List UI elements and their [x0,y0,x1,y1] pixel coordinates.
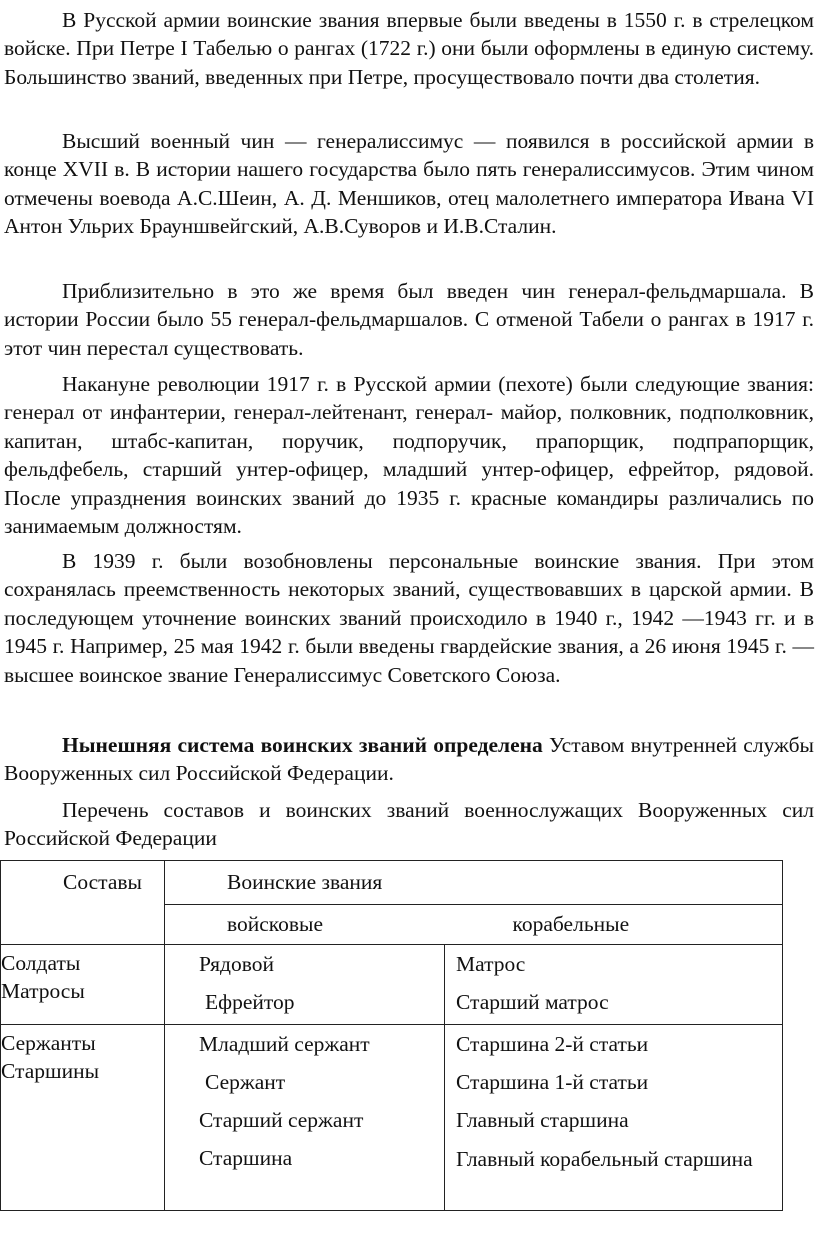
ranks-table [0,860,783,1211]
table-row [1,1025,783,1211]
paragraph-1: В Русской армии воинские звания впервые были введены в 1550 г. в стрелецком войске. При Петре I Табелью о рангах (1722 г.) они были оформлены в единую систему. Большинство званий, введенных при Петре, просуществовало почти два столетия. [4,8,814,89]
composition-line: Сержанты [1,1031,96,1055]
bold-lead: Нынешняя система воинских званий определена [62,733,543,757]
header-composition-label: Составы [63,870,142,894]
row-1-composition [1,945,165,1025]
paragraph-5: В 1939 г. были возобновлены персональные воинские звания. При этом сохранялась преемственность некоторых званий, существовавших в царской армии. В последующем уточнение воинских званий происходило в 1940 г., 1942 —1943 гг. и в 1945 г. Например, 25 мая 1942 г. были введены гвардейские звания, а 26 июня 1945 г. — высшее воинское звание Генералиссимус Советского Союза. [4,549,814,687]
rank-navy: Старшина 1-й статьи [456,1070,649,1094]
composition-line: Матросы [1,979,85,1003]
header-navy-label: корабельные [512,912,630,936]
paragraph-6-rest: Уставом внутренней службы Вооруженных сил Российской Федерации. [4,733,814,786]
header-navy [445,905,783,945]
header-army [165,905,445,945]
table-row [1,945,783,1025]
row-2-army [165,1025,445,1211]
rank-army: Младший сержант [199,1032,370,1056]
composition-line: Солдаты [1,951,81,975]
paragraph-2: Высший военный чин — генералиссимус — появился в российской армии в конце XVII в. В истории нашего государства было пять генералиссимусов. Этим чином отмечены воевода А.С.Шеин, А. Д. Меншиков, отец малолетнего императора Ивана VI Антон Ульрих Брауншвейгский, А.В.Суворов и И.В.Сталин. [4,129,814,239]
rank-navy: Старший матрос [456,990,609,1014]
composition-line: Старшины [1,1059,100,1083]
rank-navy: Главный старшина [456,1108,629,1132]
rank-army: Сержант [205,1070,286,1094]
rank-army: Ефрейтор [205,990,295,1014]
table-caption: Перечень составов и воинских званий военнослужащих Вооруженных сил Российской Федерации [4,798,814,851]
rank-navy: Старшина 2-й статьи [456,1032,649,1056]
row-2-navy [445,1025,783,1211]
rank-navy: Матрос [456,952,526,976]
rank-army: Старший сержант [199,1108,364,1132]
header-composition [1,861,165,945]
paragraph-4: Накануне революции 1917 г. в Русской армии (пехоте) были следующие звания: генерал от инфантерии, генерал-лейтенант, генерал- майор, полковник, подполковник, капитан, штабс-капитан, поручик, подпоручик, прапорщик, подпрапорщик, фельдфебель, старший унтер-офицер, младший унтер-офицер, ефрейтор, рядовой. После упразднения воинских званий до 1935 г. красные командиры различались по занимаемым должностям. [4,372,814,539]
row-1-navy [445,945,783,1025]
paragraph-3: Приблизительно в это же время был введен чин генерал-фельдмаршала. В истории России было 55 генерал-фельдмаршалов. С отменой Табели о рангах в 1917 г. этот чин перестал существовать. [4,279,814,360]
rank-army: Старшина [199,1146,293,1170]
table-header-row [1,861,783,905]
header-ranks-label: Воинские звания [227,870,383,894]
header-ranks [165,861,783,905]
header-army-label: войсковые [227,912,324,936]
rank-army: Рядовой [199,952,274,976]
paragraph-6 [4,731,814,788]
rank-navy: Главный корабельный старшина [456,1147,753,1171]
row-1-army [165,945,445,1025]
row-2-composition [1,1025,165,1211]
